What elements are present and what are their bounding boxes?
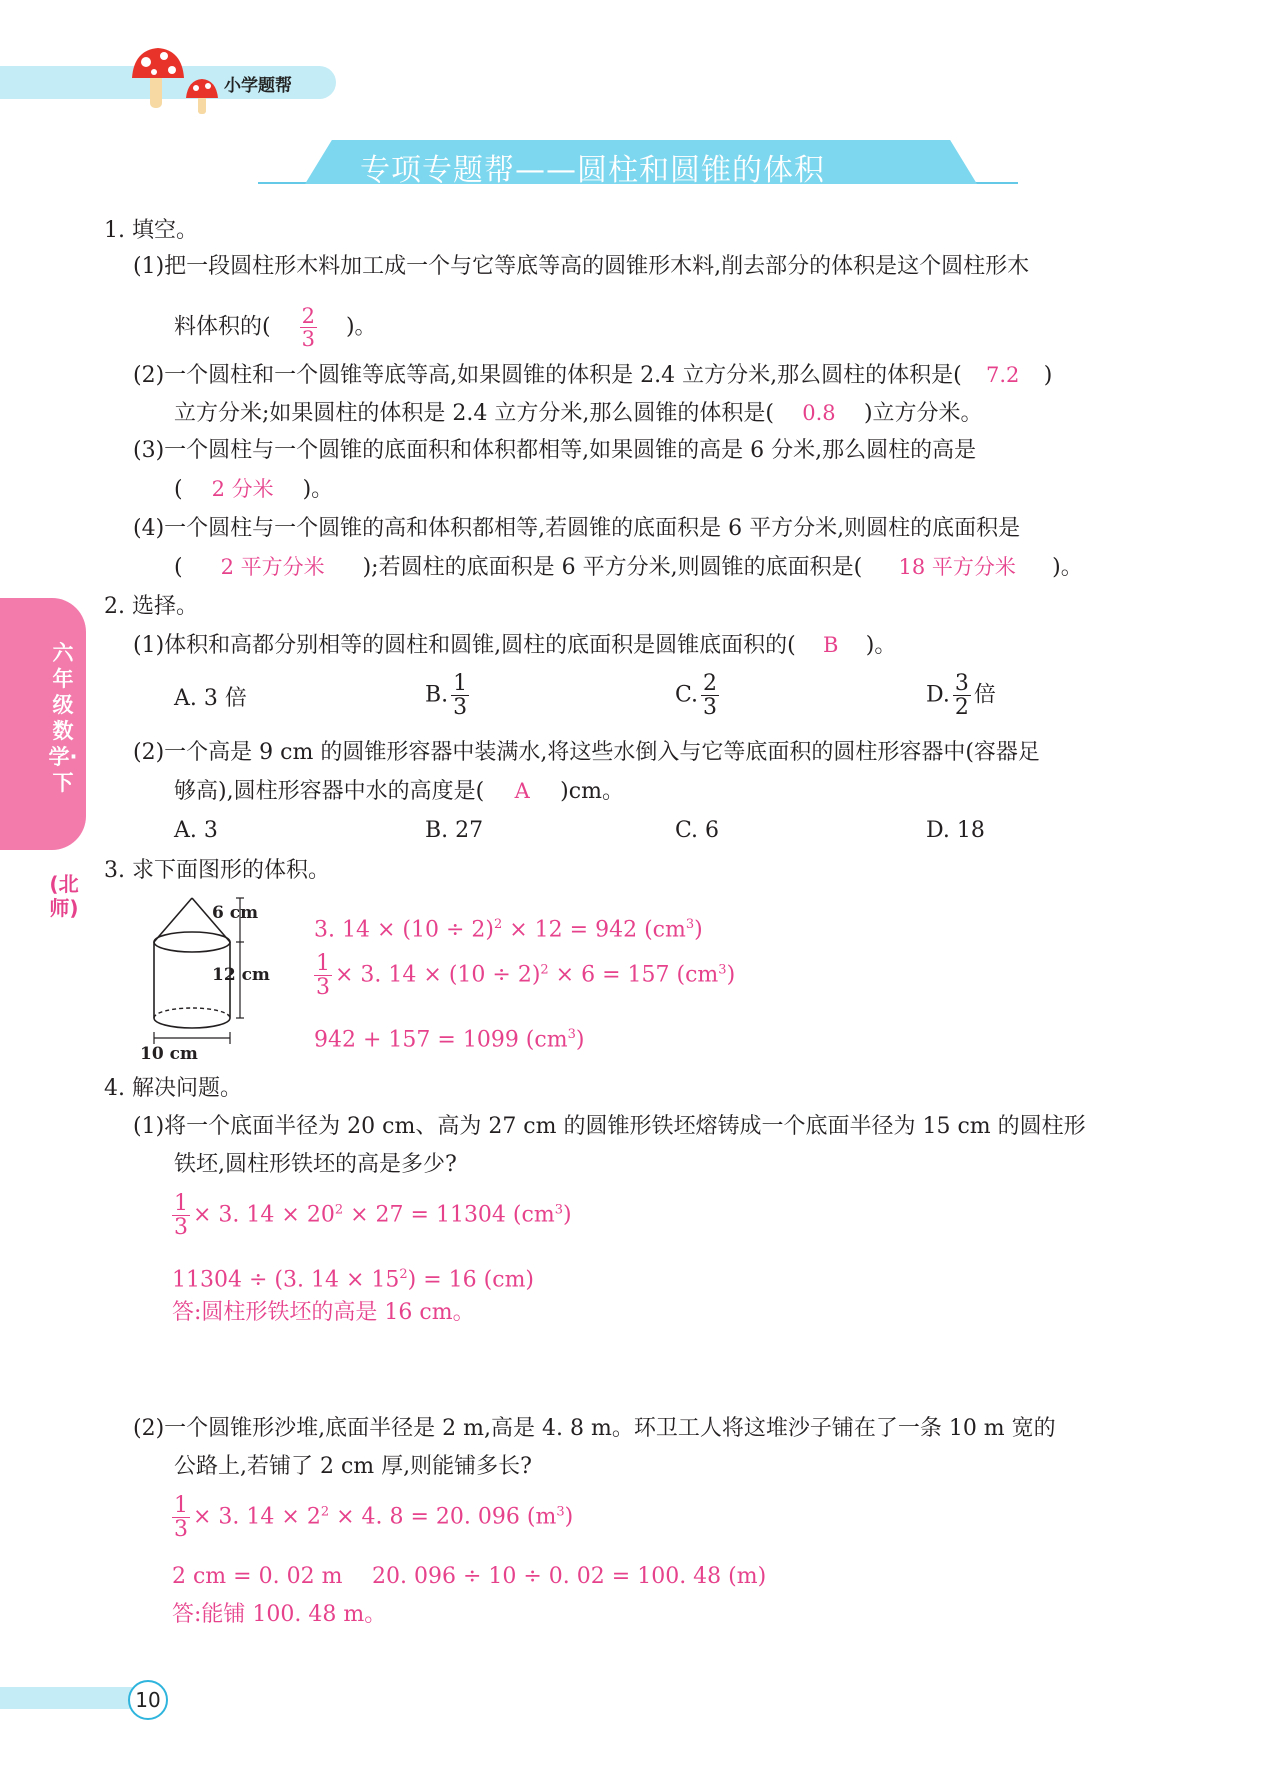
q4-p2-solution-line2a: 2 cm = 0. 02 m xyxy=(172,1564,343,1589)
q1-p4-line1: (4)一个圆柱与一个圆锥的高和体积都相等,若圆锥的底面积是 6 平方分米,则圆柱的底面积是 xyxy=(133,516,1021,541)
q4-p2-solution-line2b: 20. 096 ÷ 10 ÷ 0. 02 = 100. 48 (m) xyxy=(372,1564,767,1589)
q4-p2-line2: 公路上,若铺了 2 cm 厚,则能铺多长? xyxy=(174,1454,532,1479)
q3-solution-line3: 942 + 157 = 1099 $(cm^3)$ xyxy=(314,1027,585,1053)
q1-p4-answer2: 18 平方分米 xyxy=(898,555,1016,579)
figure-label-cone-height: 6 cm xyxy=(212,903,259,923)
q1-p4-line2: ( 2 平方分米 );若圆柱的底面积是 6 平方分米,则圆锥的底面积是( 18 平方分米 )。 xyxy=(174,552,1083,583)
side-tab-grade: 六年级数学·下 xyxy=(48,641,78,795)
q1-p1-text-a: 料体积的( xyxy=(174,314,271,340)
page-number: 10 xyxy=(128,1680,168,1720)
q2-p2-line1: (2)一个高是 9 cm 的圆锥形容器中装满水,将这些水倒入与它等底面积的圆柱形容器中(容器足 xyxy=(133,740,1040,765)
brand-name: 小学题帮 xyxy=(224,76,292,96)
q3-solution-line2: $\frac{1}{3}$ × 3. $14 \times (10 \div 2)^2 \times 6 = 157$ $(cm^3)$ xyxy=(316,951,736,1001)
figure-label-cylinder-height: 12 cm xyxy=(212,965,270,985)
figure-label-diameter: 10 cm xyxy=(140,1044,198,1064)
q2-p2-option-b: B. 27 xyxy=(425,818,484,843)
q1-p1-line2 xyxy=(174,305,377,350)
q1-p2-answer2: 0.8 xyxy=(802,401,836,425)
q2-p1-option-a: A. 3 倍 xyxy=(174,686,247,711)
q1-p3-line2: ( 2 分米 )。 xyxy=(174,474,333,505)
q1-p3-line1: (3)一个圆柱与一个圆锥的底面积和体积都相等,如果圆锥的高是 6 分米,那么圆柱的高是 xyxy=(133,438,977,463)
q1-p1-answer: $\frac{2}{3}$ xyxy=(301,304,315,352)
q4-p1-line1: (1)将一个底面半径为 20 cm、高为 27 cm 的圆锥形铁坯熔铸成一个底面半径为 15 cm 的圆柱形 xyxy=(133,1114,1086,1139)
q2-p2-line2: 够高),圆柱形容器中水的高度是( A )cm。 xyxy=(174,776,624,807)
side-tab-edition: (北师) xyxy=(49,872,79,920)
q4-p1-line2: 铁坯,圆柱形铁坯的高是多少? xyxy=(174,1152,457,1177)
q2-p2-option-c: C. 6 xyxy=(675,818,720,843)
q1-p2-answer1: 7.2 xyxy=(986,363,1020,387)
q2-p1-option-c: C. $\frac{2}{3}$ xyxy=(675,671,718,721)
mushroom-logo-icon xyxy=(128,44,226,116)
q3-heading: 3. 求下面图形的体积。 xyxy=(104,858,330,883)
footer-bar xyxy=(0,1687,140,1709)
page-title: 专项专题帮——圆柱和圆锥的体积 xyxy=(360,153,825,188)
q1-p2-line2: 立方分米;如果圆柱的体积是 2.4 立方分米,那么圆锥的体积是( 0.8 )立方分米。 xyxy=(174,398,983,429)
q2-p1-option-d: D. $\frac{3}{2}$ 倍 xyxy=(926,671,996,721)
q1-p2-line1: (2)一个圆柱和一个圆锥等底等高,如果圆锥的体积是 2.4 立方分米,那么圆柱的体积是( 7.2 ) xyxy=(133,360,1052,391)
q2-p1-answer: B xyxy=(823,633,839,657)
q4-p2-line1: (2)一个圆锥形沙堆,底面半径是 2 m,高是 4. 8 m。环卫工人将这堆沙子铺在了一条 10 m 宽的 xyxy=(133,1416,1056,1441)
q2-p1-option-b: B. $\frac{1}{3}$ xyxy=(425,671,468,721)
q4-p1-answer: 答:圆柱形铁坯的高是 16 cm。 xyxy=(172,1300,475,1325)
q1-p1-line1: (1)把一段圆柱形木料加工成一个与它等底等高的圆锥形木料,削去部分的体积是这个圆柱形木 xyxy=(133,254,1030,279)
q2-p2-option-a: A. 3 xyxy=(174,818,218,843)
q1-p3-answer: 2 分米 xyxy=(211,477,274,501)
q4-heading: 4. 解决问题。 xyxy=(104,1076,242,1101)
q4-p1-solution-line2: 11304 ÷ (3. $14 \times 15^2) = 16$ (cm) xyxy=(172,1267,535,1293)
q3-solution-line1: 3. $14 \times (10 \div 2)^2 \times 12 = 942$ $(cm^3)$ xyxy=(314,917,703,943)
q2-p1-line1: (1)体积和高都分别相等的圆柱和圆锥,圆柱的底面积是圆锥底面积的( B )。 xyxy=(133,630,896,661)
q1-p1-text-b: )。 xyxy=(345,314,377,340)
q2-p2-answer: A xyxy=(514,779,530,803)
q4-p1-solution-line1: $\frac{1}{3}$ × 3. $14 \times 20^2 \times 27 = 11304$ $(cm^3)$ xyxy=(174,1191,572,1241)
q2-p2-option-d: D. 18 xyxy=(926,818,985,843)
q2-heading: 2. 选择。 xyxy=(104,594,198,619)
q1-p4-answer1: 2 平方分米 xyxy=(220,555,325,579)
q1-heading: 1. 填空。 xyxy=(104,218,198,243)
q4-p2-solution-line1: $\frac{1}{3}$ × 3. $14 \times 2^2 \times 4$. 8 = 20. 096 $(m^3)$ xyxy=(174,1493,574,1543)
q4-p2-answer: 答:能铺 100. 48 m。 xyxy=(172,1602,387,1627)
